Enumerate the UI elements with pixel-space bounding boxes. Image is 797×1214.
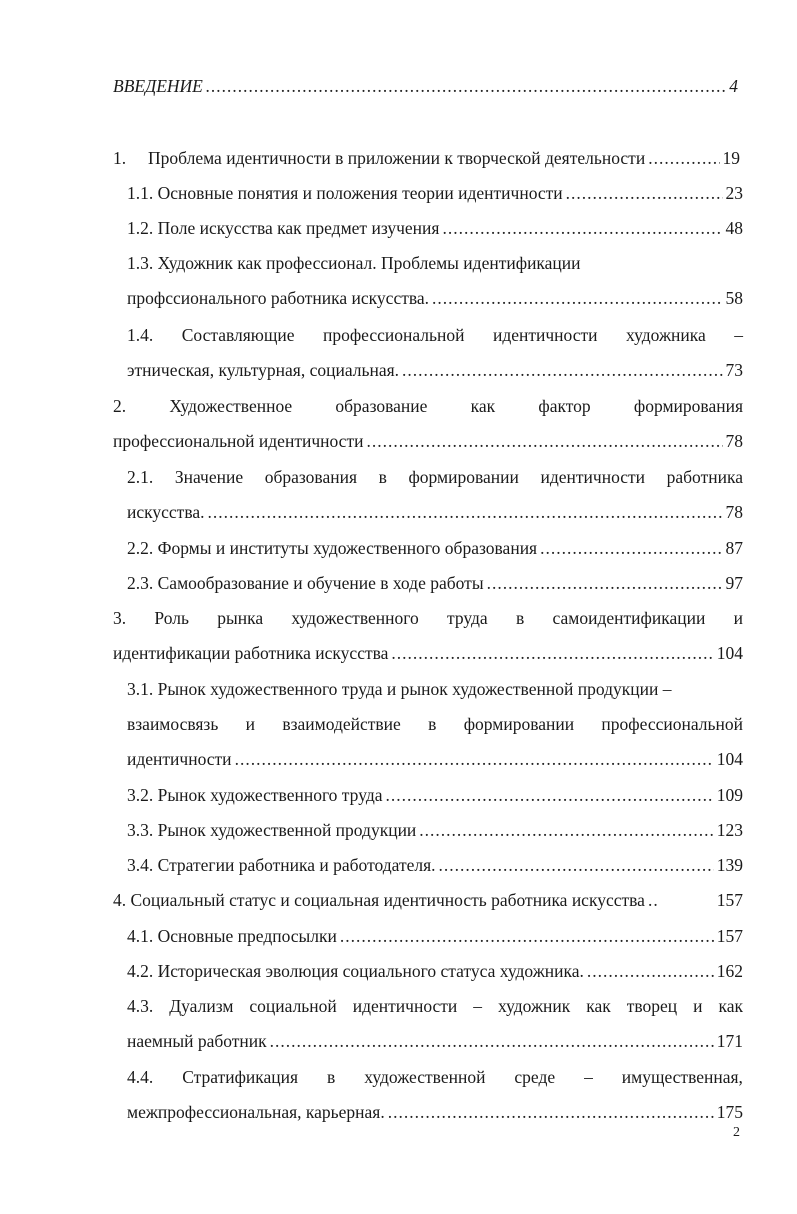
toc-entry-section-1-3-line2[interactable] [127, 285, 743, 311]
word: Стратификация [182, 1067, 299, 1087]
word: Художественное [169, 396, 293, 416]
dot-leader [270, 1028, 714, 1054]
word: художественной [364, 1067, 486, 1087]
toc-entry-section-1-4-line1[interactable] [127, 322, 743, 348]
toc-entry-title: 4.1. Основные предпосылки [127, 926, 337, 946]
toc-entry-section-1-1[interactable] [127, 180, 743, 206]
word: взаимодействие [282, 714, 401, 734]
dot-leader [388, 1099, 714, 1125]
toc-entry-title-continued: наемный работник [127, 1031, 267, 1051]
toc-entry-section-1-3-line1[interactable] [127, 250, 743, 276]
toc-page-number: 162 [716, 961, 743, 981]
toc-entry-section-3-3[interactable] [127, 817, 743, 843]
word: художника [626, 325, 706, 345]
toc-entry-title: Проблема идентичности в приложении к творческой деятельности [148, 148, 646, 168]
toc-entry-introduction[interactable] [113, 73, 738, 99]
word: в [428, 714, 437, 734]
toc-entry-section-4-4-line1[interactable] [127, 1064, 743, 1090]
word: 4.4. [127, 1067, 154, 1087]
word: социальной [249, 996, 337, 1016]
word: имущественная, [621, 1067, 743, 1087]
toc-page-number: 175 [716, 1102, 743, 1122]
word: 1.4. [127, 325, 154, 345]
toc-entry-title-continued: идентичности [127, 749, 232, 769]
word: идентичности [540, 467, 646, 487]
word: профессиональной [601, 714, 743, 734]
word: как [470, 396, 496, 416]
dot-leader [386, 782, 714, 808]
toc-page-number: 19 [722, 148, 740, 168]
toc-entry-title: 1.2. Поле искусства как предмет изучения [127, 218, 440, 238]
dot-leader [648, 145, 719, 171]
toc-entry-section-3-1-line3[interactable] [127, 746, 743, 772]
word: творец [626, 996, 678, 1016]
toc-entry-title-continued: этническая, культурная, социальная. [127, 360, 400, 380]
word: рынка [217, 608, 264, 628]
toc-page-number: 87 [725, 538, 743, 558]
dot-leader [419, 817, 713, 843]
toc-entry-section-1[interactable] [113, 145, 740, 171]
toc-entry-section-2-1-line2[interactable] [127, 499, 743, 525]
word: Составляющие [181, 325, 295, 345]
toc-page-number: 139 [716, 855, 743, 875]
word: среде [514, 1067, 556, 1087]
toc-entry-section-3-1-line1[interactable] [127, 676, 743, 702]
dot-leader [587, 958, 714, 984]
toc-page-number: 97 [725, 573, 743, 593]
word: и [693, 996, 703, 1016]
word: – [734, 325, 743, 345]
word: художественного [291, 608, 419, 628]
toc-entry-title: 4.2. Историческая эволюция социального статуса художника. [127, 961, 584, 981]
dot-leader [566, 180, 723, 206]
toc-entry-section-2-3[interactable] [127, 570, 743, 596]
toc-page-number: 78 [725, 431, 743, 451]
dot-leader [235, 746, 714, 772]
word: формирования [633, 396, 743, 416]
toc-entry-title: 3.1. Рынок художественного труда и рынок художественной продукции – [127, 679, 672, 699]
word: самоидентификации [552, 608, 706, 628]
dot-leader [442, 215, 722, 241]
word: как [586, 996, 611, 1016]
toc-entry-title: 3.3. Рынок художественной продукции [127, 820, 417, 840]
word: профессиональной [322, 325, 465, 345]
toc-page-number: 171 [716, 1031, 743, 1051]
toc-page-number: 4 [729, 76, 738, 96]
dot-leader [208, 499, 723, 525]
toc-entry-title-continued: идентификации работника искусства [113, 643, 389, 663]
toc-page-number: 123 [716, 820, 743, 840]
toc-entry-section-3-2[interactable] [127, 782, 743, 808]
toc-entry-section-3-4[interactable] [127, 852, 743, 878]
toc-entry-title: 3.4. Стратегии работника и работодателя. [127, 855, 436, 875]
toc-entry-section-3-1-line2[interactable] [127, 711, 743, 737]
toc-entry-section-4-4-line2[interactable] [127, 1099, 743, 1125]
toc-entry-section-1-2[interactable] [127, 215, 743, 241]
toc-entry-title-continued: профссионального работника искусства. [127, 288, 430, 308]
word: фактор [538, 396, 591, 416]
toc-entry-title: ВВЕДЕНИЕ [113, 76, 203, 96]
word: – [584, 1067, 593, 1087]
word: 4.3. [127, 996, 154, 1016]
word: образования [264, 467, 358, 487]
toc-entry-section-4-1[interactable] [127, 923, 743, 949]
toc-entry-title: 3.2. Рынок художественного труда [127, 785, 383, 805]
dot-leader [648, 887, 658, 913]
toc-entry-section-3-line1[interactable] [113, 605, 743, 631]
dot-leader [439, 852, 714, 878]
word: работника [666, 467, 743, 487]
word: – [473, 996, 483, 1016]
toc-page-number: 109 [716, 785, 743, 805]
toc-entry-title-continued: межпрофессиональная, карьерная. [127, 1102, 385, 1122]
dot-leader [432, 285, 722, 311]
toc-entry-title-continued: профессиональной идентичности [113, 431, 364, 451]
toc-entry-title: 1.3. Художник как профессионал. Проблемы идентификации [127, 253, 581, 273]
toc-entry-section-2-line2[interactable] [113, 428, 743, 454]
word: идентичности [352, 996, 458, 1016]
word: 2. [113, 396, 127, 416]
toc-entry-section-1-4-line2[interactable] [127, 357, 743, 383]
page-number-footer: 2 [733, 1125, 740, 1140]
word: идентичности [492, 325, 598, 345]
dot-leader [206, 73, 726, 99]
toc-page-number: 104 [716, 749, 743, 769]
toc-page-number: 78 [725, 502, 743, 522]
toc-entry-number: 1. [113, 148, 127, 168]
dot-leader [340, 923, 714, 949]
dot-leader [402, 357, 722, 383]
toc-entry-section-2-line1[interactable] [113, 393, 743, 419]
word: труда [447, 608, 488, 628]
word: формировании [408, 467, 519, 487]
toc-entry-title: 2.3. Самообразование и обучение в ходе работы [127, 573, 484, 593]
word: в [378, 467, 387, 487]
toc-page-number: 73 [725, 360, 743, 380]
toc-entry-section-4-2[interactable] [127, 958, 743, 984]
toc-entry-title: 1.1. Основные понятия и положения теории идентичности [127, 183, 563, 203]
word: в [515, 608, 525, 628]
toc-page-number: 104 [716, 643, 743, 663]
word: взаимосвязь [127, 714, 219, 734]
toc-entry-section-2-1-line1[interactable] [127, 464, 743, 490]
word: 2.1. [127, 467, 154, 487]
word: и [245, 714, 255, 734]
word: формировании [463, 714, 575, 734]
word: Дуализм [169, 996, 234, 1016]
toc-page-number: 157 [716, 926, 743, 946]
toc-entry-section-4-3-line1[interactable] [127, 993, 743, 1019]
word: как [718, 996, 743, 1016]
toc-entry-title: 4. Социальный статус и социальная идентичность работника искусства [113, 890, 645, 910]
toc-entry-title-continued: искусства. [127, 502, 205, 522]
toc-page-number: 48 [725, 218, 743, 238]
dot-leader [540, 535, 722, 561]
dot-leader [366, 428, 722, 454]
word: образование [335, 396, 428, 416]
word: художник [498, 996, 571, 1016]
toc-page-number: 157 [716, 890, 743, 910]
word: Роль [154, 608, 189, 628]
toc-entry-section-3-line2[interactable] [113, 640, 743, 666]
toc-entry-section-4-3-line2[interactable] [127, 1028, 743, 1054]
word: и [733, 608, 743, 628]
toc-entry-section-4[interactable] [113, 887, 743, 913]
toc-page-number: 58 [725, 288, 743, 308]
toc-entry-title: 2.2. Формы и институты художественного образования [127, 538, 538, 558]
toc-page-number: 23 [725, 183, 743, 203]
word: в [327, 1067, 336, 1087]
dot-leader [487, 570, 723, 596]
word: Значение [174, 467, 244, 487]
word: 3. [113, 608, 127, 628]
dot-leader [391, 640, 713, 666]
toc-entry-section-2-2[interactable] [127, 535, 743, 561]
